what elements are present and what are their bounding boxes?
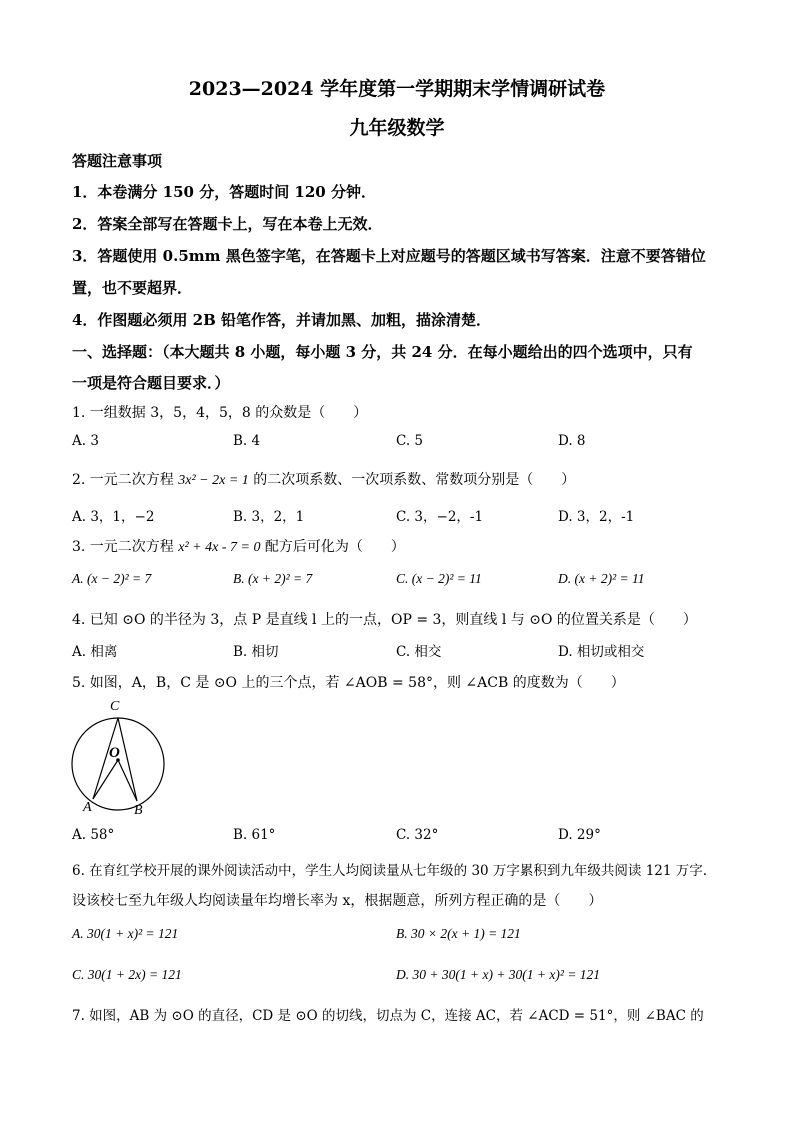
q3-stem bbox=[72, 536, 405, 556]
note-1: 1．本卷满分 150 分，答题时间 120 分钟． bbox=[72, 183, 376, 201]
q5-stem: 5. 如图，A，B，C 是 ⊙O 上的三个点，若 ∠AOB = 58°，则 ∠ACB 的度数为（ ） bbox=[72, 675, 625, 691]
q2-option-c: C. 3，−2，-1 bbox=[396, 509, 484, 525]
label-c: C bbox=[110, 699, 120, 714]
q6-stem-1: 6. 在育红学校开展的课外阅读活动中，学生人均阅读量从七年级的 30 万字累积到九年级共阅读 121 万字. bbox=[72, 863, 708, 879]
q6-option-a: A. 30(1 + x)² = 121 bbox=[72, 926, 179, 941]
section1-line1: 一、选择题：（本大题共 8 小题，每小题 3 分，共 24 分．在每小题给出的四个选项中，只有 bbox=[72, 343, 693, 361]
note-3b: 置，也不要超界． bbox=[72, 279, 193, 297]
q2-stem bbox=[72, 469, 575, 489]
q1-option-c: C. 5 bbox=[396, 433, 424, 449]
label-b: B bbox=[134, 803, 143, 818]
q2-equation: 3x² − 2x = 1 bbox=[178, 473, 249, 488]
section1-line2: 一项是符合题目要求．） bbox=[72, 374, 230, 392]
exam-title: 2023—2024 学年度第一学期期末学情调研试卷 bbox=[188, 78, 606, 100]
q7-stem: 7. 如图，AB 为 ⊙O 的直径，CD 是 ⊙O 的切线，切点为 C，连接 AC，若 ∠ACD = 51°，则 ∠BAC 的 bbox=[72, 1008, 704, 1024]
circle-diagram bbox=[66, 694, 176, 819]
q1-stem: 1. 一组数据 3，5，4，5，8 的众数是（ ） bbox=[72, 405, 368, 421]
segment-oa bbox=[93, 760, 118, 799]
q2-option-a: A. 3，1，−2 bbox=[72, 509, 155, 525]
q6-stem-2: 设该校七至九年级人均阅读量年均增长率为 x，根据题意，所列方程正确的是（ ） bbox=[72, 893, 603, 909]
note-2: 2．答案全部写在答题卡上，写在本卷上无效． bbox=[72, 215, 383, 233]
circle-o bbox=[72, 718, 164, 810]
q6-option-d: D. 30 + 30(1 + x) + 30(1 + x)² = 121 bbox=[396, 967, 601, 982]
q4-option-a: A. 相离 bbox=[72, 644, 118, 660]
label-o: O bbox=[109, 745, 120, 761]
exam-subtitle: 九年级数学 bbox=[349, 117, 445, 139]
q3-option-b: B. (x + 2)² = 7 bbox=[233, 571, 313, 586]
segment-cb bbox=[118, 718, 137, 801]
q1-option-b: B. 4 bbox=[233, 433, 261, 449]
q3-equation: x² + 4x - 7 = 0 bbox=[178, 540, 261, 555]
q4-stem: 4. 已知 ⊙O 的半径为 3，点 P 是直线 l 上的一点，OP = 3，则直线 l 与 ⊙O 的位置关系是（ ） bbox=[72, 612, 697, 628]
label-a: A bbox=[83, 800, 92, 815]
q6-option-c: C. 30(1 + 2x) = 121 bbox=[72, 967, 182, 982]
q3-option-d: D. (x + 2)² = 11 bbox=[558, 571, 645, 586]
segment-ob bbox=[118, 760, 137, 801]
q5-option-b: B. 61° bbox=[233, 827, 276, 843]
q3-option-a: A. (x − 2)² = 7 bbox=[72, 571, 152, 586]
q4-option-c: C. 相交 bbox=[396, 644, 442, 660]
q1-option-a: A. 3 bbox=[72, 433, 99, 449]
note-3a: 3．答题使用 0.5mm 黑色签字笔，在答题卡上对应题号的答题区域书写答案．注意不要答错位 bbox=[72, 247, 706, 265]
q5-option-a: A. 58° bbox=[72, 827, 115, 843]
q2-option-d: D. 3，2，-1 bbox=[558, 509, 635, 525]
q3-stem-post: 配方后可化为（ ） bbox=[260, 539, 405, 555]
q2-option-b: B. 3，2，1 bbox=[233, 509, 305, 525]
q3-stem-pre: 3. 一元二次方程 bbox=[72, 539, 179, 555]
q4-option-d: D. 相切或相交 bbox=[558, 644, 645, 660]
q3-option-c: C. (x − 2)² = 11 bbox=[396, 571, 482, 586]
q2-stem-post: 的二次项系数、一次项系数、常数项分别是（ ） bbox=[248, 472, 576, 488]
q1-option-d: D. 8 bbox=[558, 433, 586, 449]
notes-heading: 答题注意事项 bbox=[72, 152, 163, 170]
q2-stem-pre: 2. 一元二次方程 bbox=[72, 472, 179, 488]
q5-option-c: C. 32° bbox=[396, 827, 439, 843]
q6-option-b: B. 30 × 2(x + 1) = 121 bbox=[396, 926, 521, 941]
q4-option-b: B. 相切 bbox=[233, 644, 279, 660]
q5-option-d: D. 29° bbox=[558, 827, 601, 843]
note-4: 4．作图题必须用 2B 铅笔作答，并请加黑、加粗，描涂清楚． bbox=[72, 311, 491, 329]
